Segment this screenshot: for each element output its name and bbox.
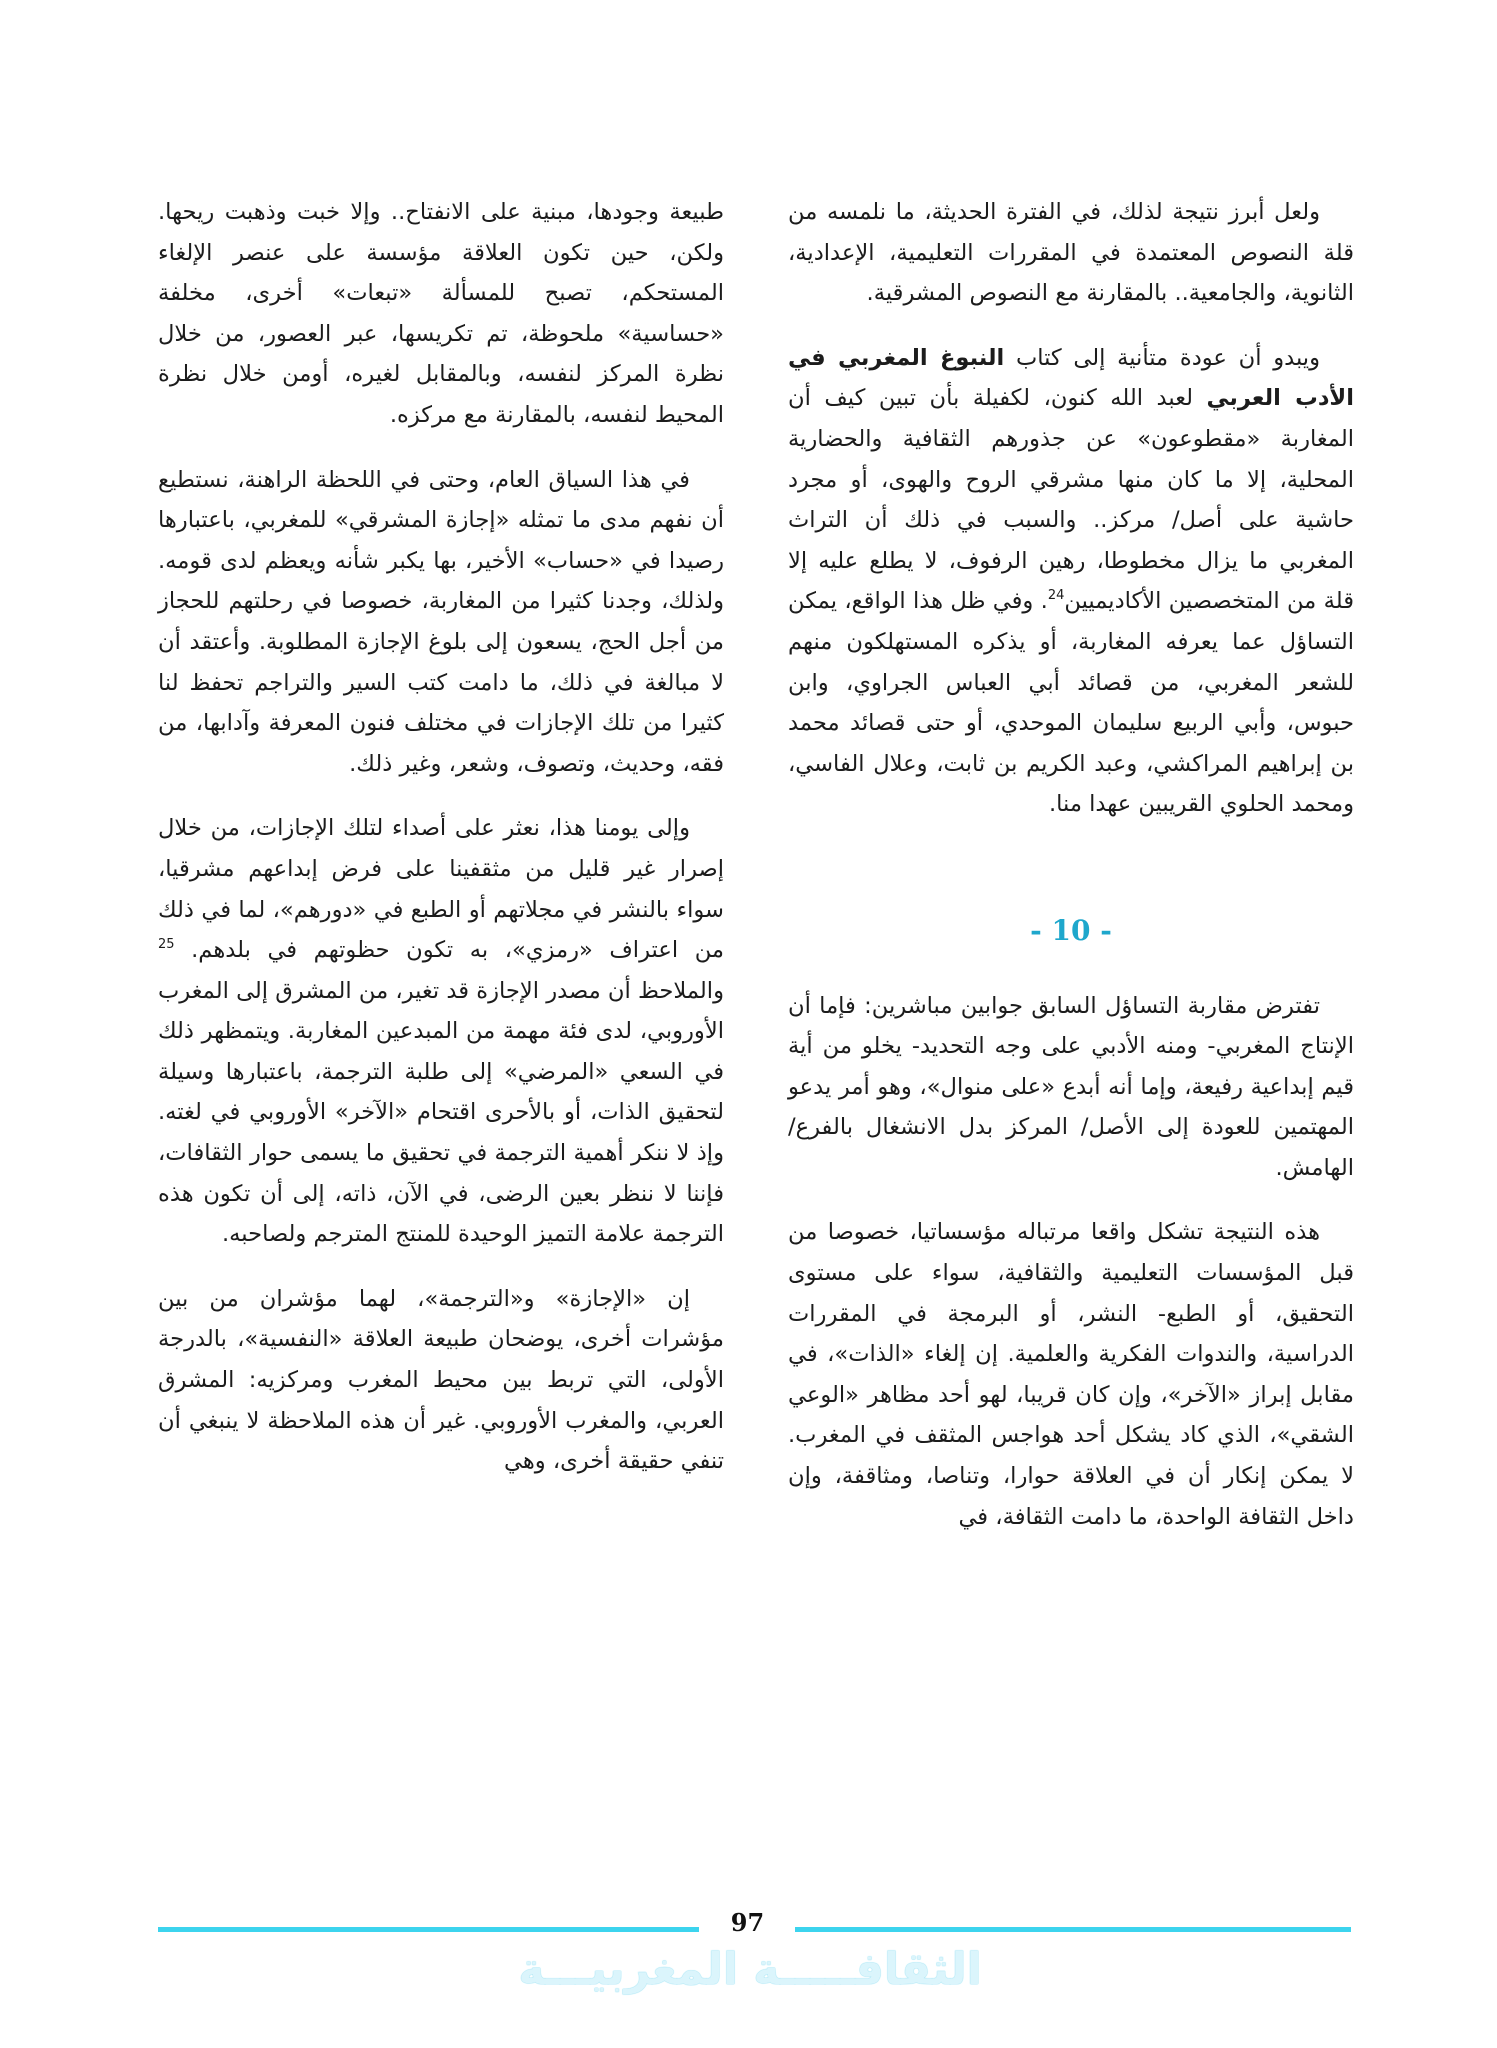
paragraph: إن «الإجازة» و«الترجمة»، لهما مؤشران من بين مؤشرات أخرى، يوضحان طبيعة العلاقة «النفسية»، بالدرجة الأولى، التي تربط بين محيط المغرب ومركزيه: المشرق العربي، والمغرب الأوروبي. غير أن هذه الملاحظة لا ينبغي أن تنفي حقيقة أخرى، وهي <box>158 1285 724 1475</box>
paragraph-book-reference <box>788 338 1354 825</box>
text-run: والملاحظ أن مصدر الإجازة قد تغير، من المشرق إلى المغرب الأوروبي، لدى فئة مهمة من المبدعين المغاربة. ويتمظهر ذلك في السعي «المرضي» إلى طلبة الترجمة، باعتبارها وسيلة لتحقيق الذات، أو بالأحرى اقتحام «الآخر» الأوروبي في لغته. وإذ لا ننكر أهمية الترجمة في تحقيق ما يسمى حوار الثقافات، فإننا لا ننظر بعين الرضى، في الآن، ذاته، إلى أن تكون هذه الترجمة علامة التميز الوحيدة للمنتج المترجم ولصاحبه. <box>158 977 724 1248</box>
book-title: النبوغ المغربي في الأدب العربي <box>788 344 1354 412</box>
section-number: - 10 - <box>1030 913 1112 947</box>
right-column <box>788 192 1354 1537</box>
magazine-title: الثقافـــــة المغربيـــة <box>518 1944 982 1995</box>
left-column <box>158 192 724 1482</box>
text-run: ويبدو أن عودة متأنية إلى كتاب <box>1004 344 1320 371</box>
footnote-ref[interactable]: 25 <box>158 937 175 953</box>
text-run: . وفي ظل هذا الواقع، يمكن التساؤل عما يعرفه المغاربة، أو يذكره المستهلكون منهم للشعر المغربي، من قصائد أبي العباس الجراوي، وابن حبوس، وأبي الربيع سليمان الموحدي، أو حتى قصائد محمد بن إبراهيم المراكشي، وعبد الكريم بن ثابت، وعلال الفاسي، ومحمد الحلوي القريبين عهدا منا. <box>788 588 1354 818</box>
page-number: 97 <box>730 1908 765 1937</box>
paragraph-with-note <box>158 808 724 1255</box>
footer-rule-left <box>158 1927 699 1932</box>
paragraph: طبيعة وجودها، مبنية على الانفتاح.. وإلا خبت وذهبت ريحها. ولكن، حين تكون العلاقة مؤسسة على عنصر الإلغاء المستحكم، تصبح للمسألة «تبعات» أخرى، مخلفة «حساسية» ملحوظة، تم تكريسها، عبر العصور، من خلال نظرة المركز لنفسه، وبالمقابل لغيره، أومن خلال نظرة المحيط لنفسه، بالمقارنة مع مركزه. <box>158 199 724 428</box>
paragraph: ولعل أبرز نتيجة لذلك، في الفترة الحديثة، ما نلمسه من قلة النصوص المعتمدة في المقررات التعليمية، الإعدادية، الثانوية، والجامعية.. بالمقارنة مع النصوص المشرقية. <box>788 199 1354 307</box>
text-run: وإلى يومنا هذا، نعثر على أصداء لتلك الإجازات، من خلال إصرار غير قليل من مثقفينا على فرض إبداعهم مشرقيا، سواء بالنشر في مجلاتهم أو الطبع في «دورهم»، لما في ذلك من اعتراف «رمزي»، به تكون حظوتهم في بلدهم. <box>158 815 724 964</box>
footnote-ref[interactable]: 24 <box>1047 588 1065 604</box>
text-run: لعبد الله كنون، لكفيلة بأن تبين كيف أن المغاربة «مقطوعون» عن جذورهم الثقافية والحضارية المحلية، إلا ما كان منها مشرقي الروح والهوى، أو مجرد حاشية على أصل/ مركز.. والسبب في ذلك أن التراث المغربي ما يزال مخطوطا، رهين الرفوف، لا يطلع عليه إلا قلة من المتخصصين الأكاديميين <box>788 385 1354 615</box>
footer-rule-right <box>795 1927 1351 1932</box>
paragraph: تفترض مقاربة التساؤل السابق جوابين مباشرين: فإما أن الإنتاج المغربي- ومنه الأدبي على وجه التحديد- يخلو من أية قيم إبداعية رفيعة، وإما أنه أبدع «على منوال»، وهو أمر يدعو المهتمين للعودة إلى الأصل/ المركز بدل الانشغال بالفرع/ الهامش. <box>788 992 1354 1181</box>
paragraph: في هذا السياق العام، وحتى في اللحظة الراهنة، نستطيع أن نفهم مدى ما تمثله «إجازة المشرقي» للمغربي، باعتبارها رصيدا في «حساب» الأخير، بها يكبر شأنه ويعظم لدى قومه. ولذلك، وجدنا كثيرا من المغاربة، خصوصا في رحلتهم للحجاز من أجل الحج، يسعون إلى بلوغ الإجازة المطلوبة. وأعتقد أن لا مبالغة في ذلك، ما دامت كتب السير والتراجم تحفظ لنا كثيرا من تلك الإجازات في مختلف فنون المعرفة وآدابها، من فقه، وحديث، وتصوف، وشعر، وغير ذلك. <box>158 466 724 777</box>
paragraph: هذه النتيجة تشكل واقعا مرتباله مؤسساتيا، خصوصا من قبل المؤسسات التعليمية والثقافية، سواء على مستوى التحقيق، أو الطبع- النشر، أو البرمجة في المقررات الدراسية، والندوات الفكرية والعلمية. إن إلغاء «الذات»، في مقابل إبراز «الآخر»، وإن كان قريبا، لهو أحد مظاهر «الوعي الشقي»، الذي كاد يشكل أحد هواجس المثقف في المغرب. لا يمكن إنكار أن في العلاقة حوارا، وتناصا، ومثاقفة، وإن داخل الثقافة الواحدة، ما دامت الثقافة، في <box>788 1219 1354 1530</box>
